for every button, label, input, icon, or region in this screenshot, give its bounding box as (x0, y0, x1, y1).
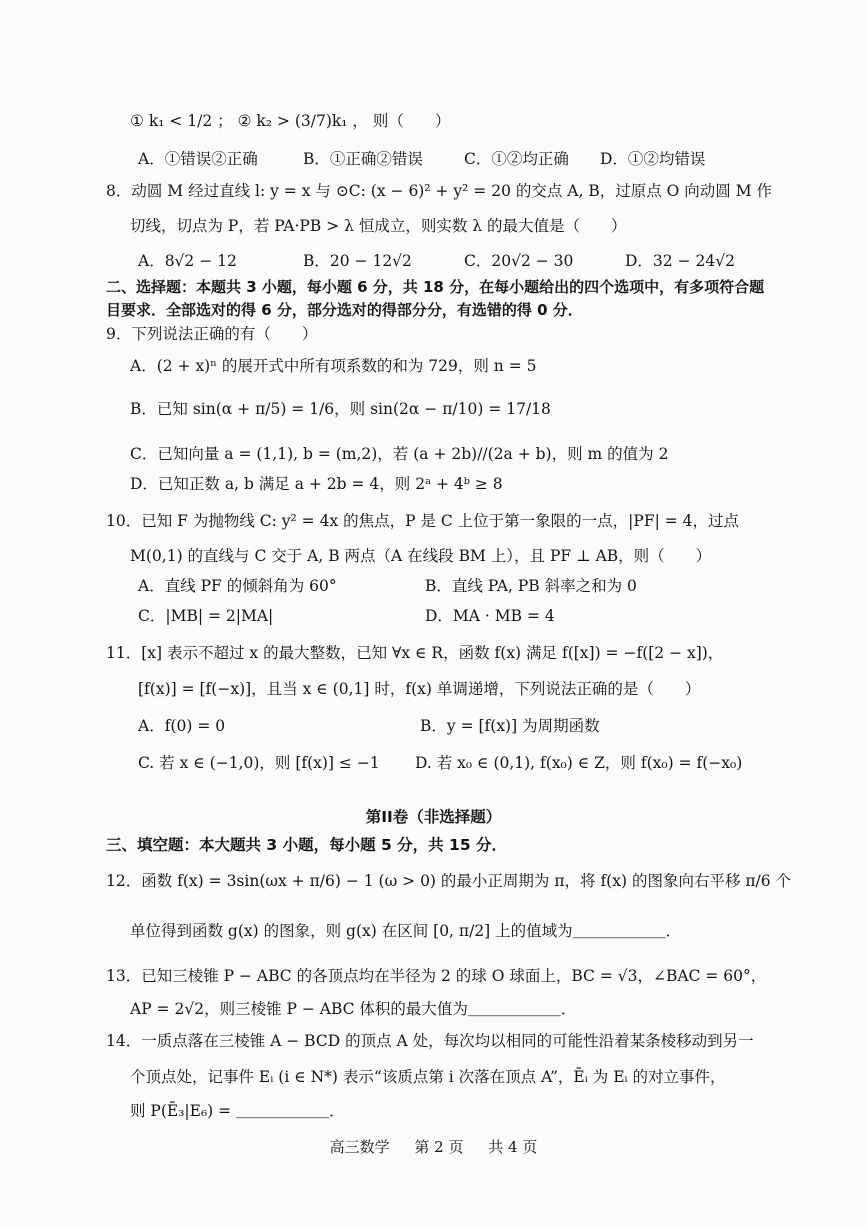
q10-option-a: A．直线 PF 的倾斜角为 60° (138, 577, 337, 595)
q10-option-d: D．MA · MB = 4 (425, 607, 555, 625)
q13-stem-line1: 13．已知三棱锥 P − ABC 的各顶点均在半径为 2 的球 O 球面上，BC = √3，∠BAC = 60°， (106, 967, 767, 985)
q12-stem-line1: 12．函数 f(x) = 3sin(ωx + π/6) − 1 (ω > 0) 的最小正周期为 π，将 f(x) 的图象向右平移 π/6 个 (106, 872, 792, 890)
q9-stem: 9．下列说法正确的有（ ） (106, 325, 318, 343)
q14-stem-line3: 则 P(Ē₃|E₆) = ＿＿＿＿＿＿． (130, 1102, 345, 1120)
q14-stem-line2: 个顶点处，记事件 Eᵢ (i ∈ N*) 表示“该质点第 i 次落在顶点 A”，Ēᵢ 为 Eᵢ 的对立事件， (130, 1068, 726, 1086)
section3-heading: 三、填空题：本大题共 3 小题，每小题 5 分，共 15 分． (106, 836, 508, 854)
q8-option-d: D．32 − 24√2 (625, 252, 735, 270)
q8-option-a: A．8√2 − 12 (138, 252, 237, 270)
q8-stem-line2: 切线，切点为 P，若 PA·PB > λ 恒成立，则实数 λ 的最大值是（ ） (130, 217, 627, 235)
q14-stem-line1: 14．一质点落在三棱锥 A − BCD 的顶点 A 处，每次均以相同的可能性沿着某条棱移动到另一 (106, 1032, 754, 1050)
q9-option-b: B．已知 sin(α + π/5) = 1/6，则 sin(2α − π/10) = 17/18 (130, 400, 551, 418)
q9-option-a: A．(2 + x)ⁿ 的展开式中所有项系数的和为 729，则 n = 5 (130, 357, 537, 375)
q8-option-c: C．20√2 − 30 (464, 252, 574, 270)
page-footer (0, 1136, 867, 1157)
q11-option-a: A．f(0) = 0 (138, 717, 226, 735)
q9-option-c: C．已知向量 a = (1,1), b = (m,2)，若 (a + 2b)//(2a + b)，则 m 的值为 2 (130, 445, 669, 463)
q11-option-d: D. 若 x₀ ∈ (0,1), f(x₀) ∈ Z，则 f(x₀) = f(−x₀) (415, 754, 743, 772)
q10-stem-line2: M(0,1) 的直线与 C 交于 A, B 两点（A 在线段 BM 上），且 PF ⊥ AB，则（ ） (130, 547, 712, 565)
q10-option-b: B．直线 PA, PB 斜率之和为 0 (425, 577, 637, 595)
q8-option-b: B．20 − 12√2 (303, 252, 412, 270)
q11-option-b: B．y = [f(x)] 为周期函数 (420, 717, 600, 735)
q13-stem-line2: AP = 2√2，则三棱锥 P − ABC 体积的最大值为＿＿＿＿＿＿． (130, 1000, 577, 1018)
section2-heading-line1: 二、选择题：本题共 3 小题，每小题 6 分，共 18 分，在每小题给出的四个选项中，有多项符合题 (106, 278, 765, 296)
q7-statements: ① k₁ < 1/2 ； ② k₂ > (3/7)k₁ ， 则（ ） (130, 112, 451, 130)
q9-option-d: D．已知正数 a, b 满足 a + 2b = 4，则 2ᵃ + 4ᵇ ≥ 8 (130, 475, 503, 493)
section2-heading-line2: 目要求．全部选对的得 6 分，部分选对的得部分分，有选错的得 0 分． (106, 301, 583, 319)
q7-option-a: A．①错误②正确 (138, 150, 258, 168)
q11-option-c: C. 若 x ∈ (−1,0)，则 [f(x)] ≤ −1 (138, 754, 380, 772)
q10-stem-line1: 10．已知 F 为抛物线 C: y² = 4x 的焦点，P 是 C 上位于第一象限的一点，|PF| = 4，过点 (106, 512, 740, 530)
q12-stem-line2: 单位得到函数 g(x) 的图象，则 g(x) 在区间 [0, π/2] 上的值域为＿＿＿＿＿＿． (130, 922, 682, 940)
footer-total-pages: 共 4 页 (488, 1138, 538, 1156)
footer-subject: 高三数学 (329, 1138, 390, 1156)
footer-page-number: 第 2 页 (414, 1138, 464, 1156)
q8-stem-line1: 8．动圆 M 经过直线 l: y = x 与 ⊙C: (x − 6)² + y² = 20 的交点 A, B，过原点 O 向动圆 M 作 (106, 182, 773, 200)
q11-stem-line1: 11．[x] 表示不超过 x 的最大整数，已知 ∀x ∈ R，函数 f(x) 满足 f([x]) = −f([2 − x])， (106, 644, 724, 662)
q7-option-b: B．①正确②错误 (303, 150, 423, 168)
part2-title: 第II卷（非选择题） (365, 808, 502, 826)
q10-option-c: C．|MB| = 2|MA| (138, 607, 274, 625)
q7-option-d: D．①②均错误 (600, 150, 706, 168)
q11-stem-line2: [f(x)] = [f(−x)]，且当 x ∈ (0,1] 时，f(x) 单调递增，下列说法正确的是（ ） (138, 680, 701, 698)
q7-option-c: C．①②均正确 (464, 150, 569, 168)
